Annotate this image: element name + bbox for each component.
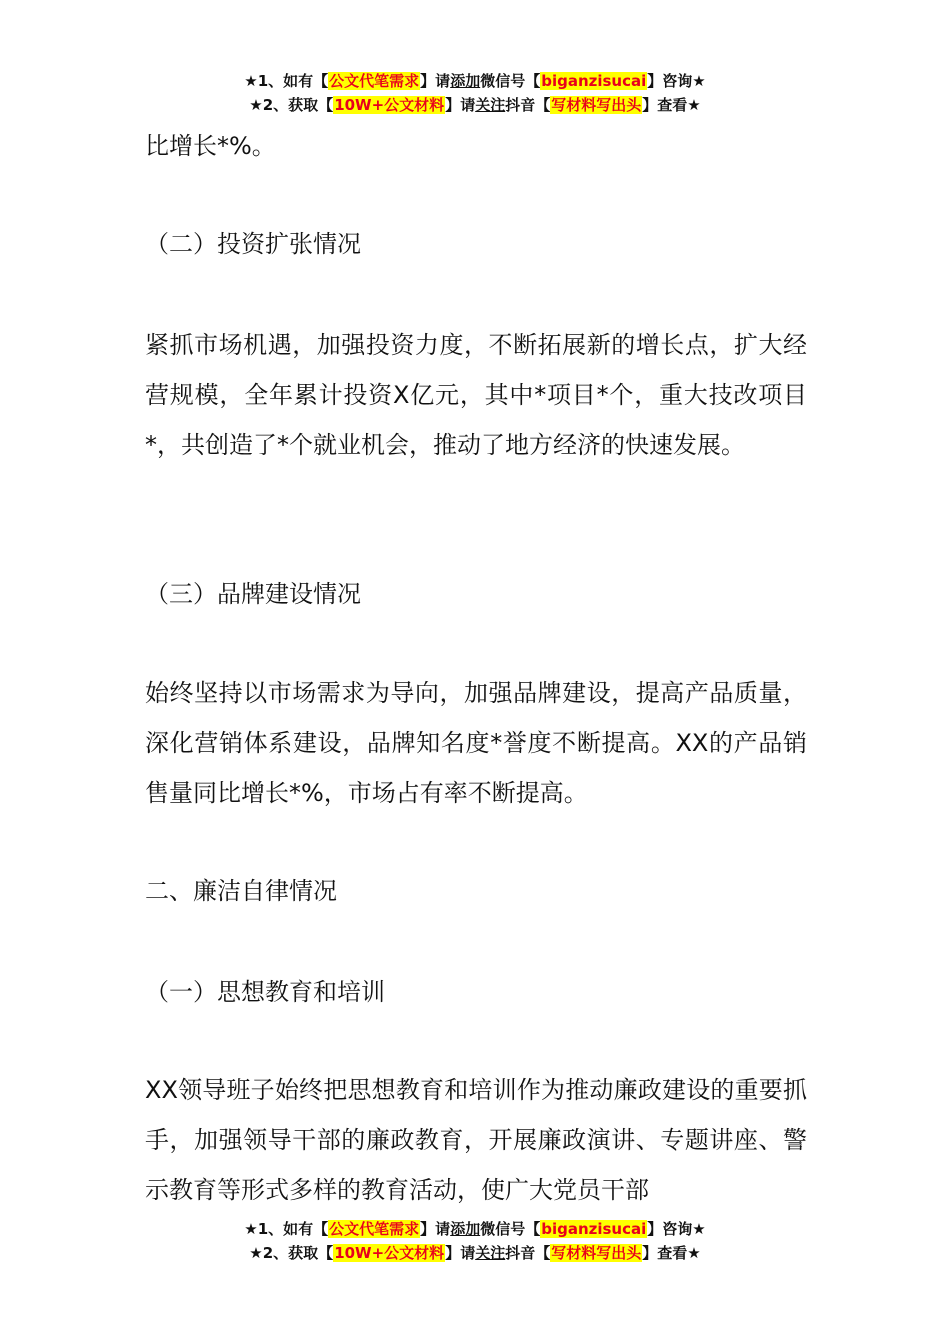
body-paragraph: 紧抓市场机遇，加强投资力度，不断拓展新的增长点，扩大经营规模，全年累计投资X亿元，其中*项目*个，重大技改项目*，共创造了*个就业机会，推动了地方经济的快速发展。 bbox=[145, 331, 807, 459]
promo-highlight: 写材料写出头 bbox=[551, 1244, 642, 1262]
body-paragraph: 始终坚持以市场需求为导向，加强品牌建设，提高产品质量，深化营销体系建设，品牌知名度*誉度不断提高。XX的产品销售量同比增长*%，市场占有率不断提高。 bbox=[145, 679, 807, 807]
promo-text: 抖音【 bbox=[505, 1244, 551, 1262]
promo-text: 微信号【 bbox=[480, 72, 541, 90]
promo-text: 】请 bbox=[445, 1244, 476, 1262]
chapter-heading: 二、廉洁自律情况 bbox=[145, 877, 337, 905]
promo-text: 】查看★ bbox=[642, 1244, 701, 1262]
promo-line-2 bbox=[0, 93, 950, 117]
header-promo-banner bbox=[0, 69, 950, 117]
section-heading: （三）品牌建设情况 bbox=[145, 580, 361, 608]
promo-line-2 bbox=[0, 1241, 950, 1265]
promo-text: ★2、获取【 bbox=[249, 96, 334, 114]
promo-highlight: 写材料写出头 bbox=[551, 96, 642, 114]
promo-text: 】请 bbox=[445, 96, 476, 114]
promo-underline: 关注 bbox=[475, 1244, 506, 1262]
promo-text: 微信号【 bbox=[480, 1220, 541, 1238]
promo-highlight: biganzisucai bbox=[541, 1220, 647, 1238]
footer-promo-banner bbox=[0, 1217, 950, 1265]
promo-text: 】查看★ bbox=[642, 96, 701, 114]
promo-highlight: 公文代笔需求 bbox=[329, 1220, 420, 1238]
promo-line-1 bbox=[0, 69, 950, 93]
section-heading: （二）投资扩张情况 bbox=[145, 230, 361, 258]
promo-highlight: 10W+公文材料 bbox=[334, 1244, 445, 1262]
promo-text: 抖音【 bbox=[505, 96, 551, 114]
promo-highlight: 公文代笔需求 bbox=[329, 72, 420, 90]
promo-text: 】请 bbox=[420, 1220, 451, 1238]
body-paragraph: 比增长*%。 bbox=[145, 132, 276, 160]
promo-text: 】请 bbox=[420, 72, 451, 90]
promo-text: ★1、如有【 bbox=[244, 1220, 329, 1238]
promo-text: ★2、获取【 bbox=[249, 1244, 334, 1262]
promo-text: ★1、如有【 bbox=[244, 72, 329, 90]
promo-underline: 关注 bbox=[475, 96, 506, 114]
promo-line-1 bbox=[0, 1217, 950, 1241]
promo-highlight: 10W+公文材料 bbox=[334, 96, 445, 114]
promo-underline: 添加 bbox=[450, 72, 481, 90]
promo-highlight: biganzisucai bbox=[541, 72, 647, 90]
promo-underline: 添加 bbox=[450, 1220, 481, 1238]
section-heading: （一）思想教育和培训 bbox=[145, 978, 385, 1006]
body-paragraph: XX领导班子始终把思想教育和培训作为推动廉政建设的重要抓手，加强领导干部的廉政教育，开展廉政演讲、专题讲座、警示教育等形式多样的教育活动，使广大党员干部 bbox=[145, 1076, 807, 1204]
promo-text: 】咨询★ bbox=[647, 1220, 706, 1238]
promo-text: 】咨询★ bbox=[647, 72, 706, 90]
